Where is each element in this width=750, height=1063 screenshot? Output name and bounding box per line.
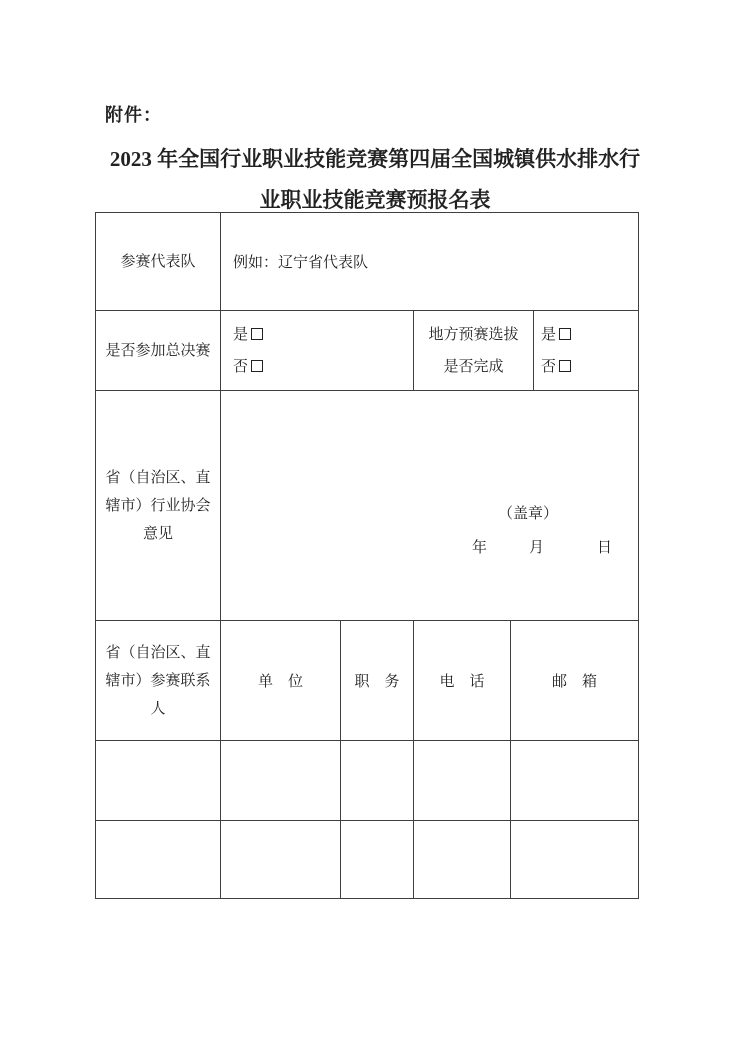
form-title xyxy=(0,139,750,221)
preliminary-yesno-cell xyxy=(534,311,639,391)
preliminary-yes-checkbox-icon xyxy=(559,328,571,340)
row-team xyxy=(96,213,639,311)
opinion-content-cell xyxy=(221,391,639,621)
empty-cell xyxy=(414,821,511,899)
opinion-label xyxy=(96,391,221,621)
opinion-label-line3: 意见 xyxy=(142,525,173,542)
table-row-empty-2 xyxy=(96,821,639,899)
finals-no-line xyxy=(233,351,413,383)
date-line xyxy=(221,538,638,558)
date-year-label: 年 xyxy=(472,539,488,556)
contact-label-line3: 人 xyxy=(150,700,166,717)
preliminary-no-line xyxy=(541,351,638,383)
contact-label xyxy=(96,621,221,741)
preliminary-yes-label: 是 xyxy=(541,326,557,343)
table-row-empty-1 xyxy=(96,741,639,821)
empty-cell xyxy=(96,741,221,821)
empty-cell xyxy=(221,741,341,821)
contact-label-line1: 省（自治区、直 xyxy=(105,644,211,661)
contact-label-line2: 辖市）参赛联系 xyxy=(105,672,211,689)
row-finals xyxy=(96,311,639,391)
column-header-position: 职 务 xyxy=(341,621,414,741)
form-title-line1: 2023 年全国行业职业技能竞赛第四届全国城镇供水排水行 xyxy=(109,147,641,171)
date-day-label: 日 xyxy=(597,539,613,556)
finals-yes-checkbox-icon xyxy=(251,328,263,340)
empty-cell xyxy=(511,741,639,821)
preliminary-yes-line xyxy=(541,319,638,351)
finals-yesno-cell xyxy=(221,311,414,391)
finals-yes-line xyxy=(233,319,413,351)
date-month-label: 月 xyxy=(529,539,545,556)
preliminary-no-checkbox-icon xyxy=(559,360,571,372)
column-header-unit: 单 位 xyxy=(221,621,341,741)
column-header-email: 邮 箱 xyxy=(511,621,639,741)
finals-no-label: 否 xyxy=(233,358,249,375)
team-example-value: 例如：辽宁省代表队 xyxy=(221,213,639,311)
row-contact-headers xyxy=(96,621,639,741)
preliminary-label-line2: 是否完成 xyxy=(443,358,504,375)
attachment-label: 附件： xyxy=(105,105,162,125)
preliminary-label-line1: 地方预赛选拔 xyxy=(428,326,519,343)
seal-placeholder: （盖章） xyxy=(498,505,559,522)
column-header-phone: 电 话 xyxy=(414,621,511,741)
empty-cell xyxy=(341,741,414,821)
empty-cell xyxy=(221,821,341,899)
finals-yes-label: 是 xyxy=(233,326,249,343)
opinion-label-line1: 省（自治区、直 xyxy=(105,469,211,486)
empty-cell xyxy=(511,821,639,899)
empty-cell xyxy=(414,741,511,821)
empty-cell xyxy=(96,821,221,899)
preliminary-label-cell xyxy=(414,311,534,391)
preliminary-no-label: 否 xyxy=(541,358,557,375)
team-label: 参赛代表队 xyxy=(96,213,221,311)
empty-cell xyxy=(341,821,414,899)
registration-form-table xyxy=(95,212,639,899)
row-association-opinion xyxy=(96,391,639,621)
opinion-label-line2: 辖市）行业协会 xyxy=(105,497,211,514)
finals-label: 是否参加总决赛 xyxy=(96,311,221,391)
finals-no-checkbox-icon xyxy=(251,360,263,372)
form-title-line2: 业职业技能竞赛预报名表 xyxy=(259,188,491,212)
